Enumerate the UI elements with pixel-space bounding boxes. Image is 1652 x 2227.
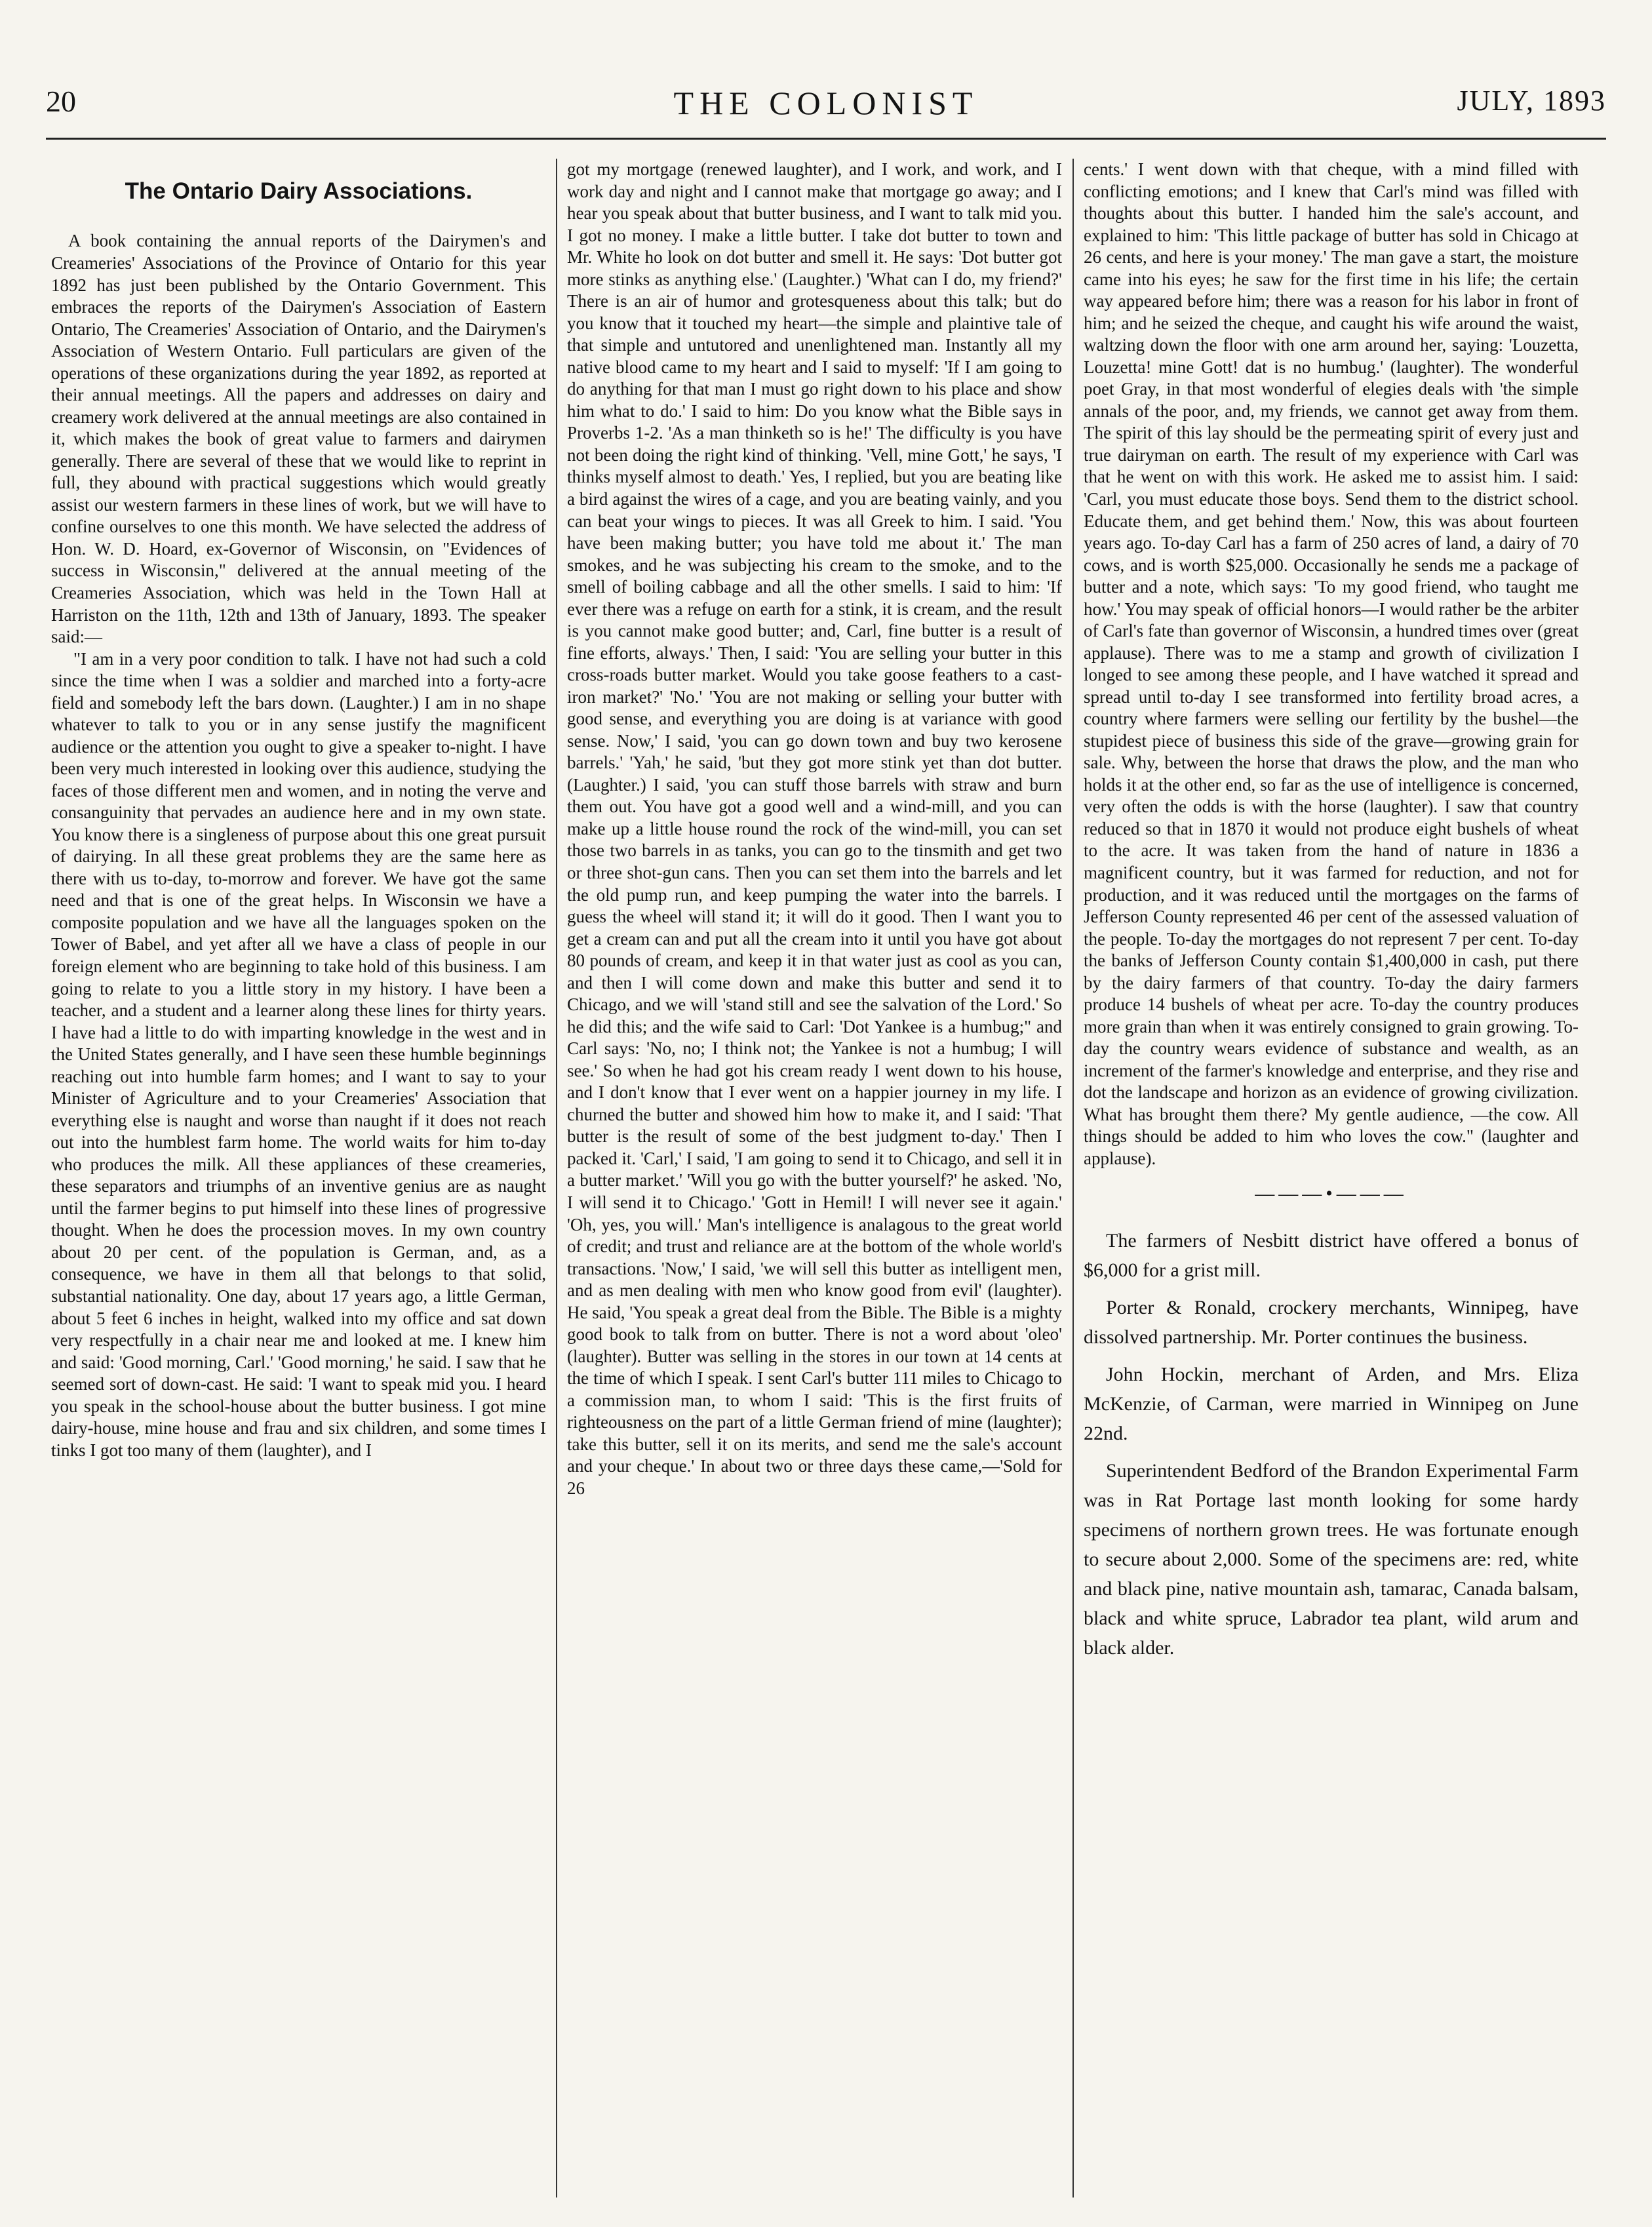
article-title: The Ontario Dairy Associations. (125, 178, 473, 204)
section-ornament: ———•——— (1255, 1183, 1407, 1205)
column-3 (1084, 159, 1579, 2197)
article-intro: A book containing the annual reports of the Dairymen's and Creameries' Associations of the Province of Ontario for this year 1892 has just been published by the Ontario Government. This embraces the reports of the Dairymen's Association of Eastern Ontario, The Creameries' Association of Ontario, and the Dairymen's Association of Western Ontario. Full particulars are given of the operations of these organizations during the year 1892, as reported at their annual meetings. All the papers and addresses on dairy and creamery work delivered at the annual meetings are also contained in it, which makes the book of great value to farmers and dairymen generally. There are several of these that we would like to reprint in full, they abound with practical suggestions which would greatly assist our western farmers in these lines of work, but we will have to confine ourselves to one this month. We have selected the address of Hon. W. D. Hoard, ex-Governor of Wisconsin, on "Evidences of success in Wisconsin," delivered at the annual meeting of the Creameries Association, which was held in the Town Hall at Harriston on the 11th, 12th and 13th of January, 1893. The speaker said:— (51, 231, 546, 647)
column-2 (567, 159, 1062, 2197)
news-brief-hockin-wedding: John Hockin, merchant of Arden, and Mrs. Eliza McKenzie, of Carman, were married in Winnipeg on June 22nd. (1084, 1363, 1579, 1444)
page-number: 20 (46, 85, 76, 118)
news-brief-porter-ronald: Porter & Ronald, crockery merchants, Winnipeg, have dissolved partnership. Mr. Porter continues the business. (1084, 1296, 1579, 1348)
header-rule (46, 138, 1606, 140)
column-divider-2 (1072, 159, 1074, 2197)
speech-part-1: "I am in a very poor condition to talk. I have not had such a cold since the time when I was a soldier and marched into a forty-acre field and somebody left the bars down. (Laughter.) I am in no shape whatever to talk to you or in any sense justify the magnificent audience or the attention you ought to give a speaker to-night. I have been very much interested in looking over this audience, studying the faces of those different men and women, and in noting the verve and consanguinity that pervades an audience here and in my own state. You know there is a singleness of purpose about this one great pursuit of dairying. In all these great problems they are the same here as there with us to-day, to-morrow and forever. We have got the same need and that is one of the great helps. In Wisconsin we have a composite population and we have all the languages spoken on the Tower of Babel, and yet after all we have a class of people in our foreign element who are beginning to take hold of this business. I am going to relate to you a little story in my history. I have been a teacher, and a student and a learner along these lines for thirty years. I have had a little to do with imparting knowledge in the west and in the United States generally, and I have seen these humble beginnings reaching out into humble farm homes; and I want to say to your Minister of Agriculture and to your Creameries' Association that everything else is naught and worse than naught if it does not reach out into the humblest farm home. The world waits for him to-day who produces the milk. All these appliances of these creameries, these separators and triumphs of an inventive genius are as naught until the farmer begins to put himself into these lines of progressive thought. When he does the procession moves. In my own country about 20 per cent. of the population is German, and, as a consequence, we have in them all that belongs to that solid, substantial nationality. One day, about 17 years ago, a little German, about 5 feet 6 inches in height, walked into my office and sat down very respectfully in a chair near me and looked at me. I knew him and said: 'Good morning, Carl.' 'Good morning,' he said. I saw that he seemed sort of down-cast. He said: 'I want to speak mid you. I heard you speak in the school-house about the butter business. I got mine dairy-house, mine house and frau and six children, and some times I tinks I got too many of them (laughter), and I (51, 648, 546, 1460)
column-divider-1 (556, 159, 557, 2197)
column-1 (51, 159, 546, 2197)
news-brief-nesbitt: The farmers of Nesbitt district have offered a bonus of $6,000 for a grist mill. (1084, 1229, 1579, 1281)
speech-part-3: cents.' I went down with that cheque, with a mind filled with conflicting emotions; and I knew that Carl's mind was filled with thoughts about this butter. I handed him the sale's account, and explained to him: 'This little package of butter has sold in Chicago at 26 cents, and here is your money.' The man gave a start, the moisture came into his eyes; he saw for the first time in his life; the certain way appeared before him; there was a reason for his labor in front of him; and he seized the cheque, and caught his wife around the waist, waltzing down the floor with one arm around her, saying: 'Louzetta, Louzetta! mine Gott! dat is no humbug.' (laughter). The wonderful poet Gray, in that most wonderful of elegies deals with 'the simple annals of the poor, and, my friends, we cannot get away from them. The spirit of this lay should be the permeating spirit of every just and true dairyman on earth. The result of my experience with Carl was that he went on with this work. He asked me to assist him. I said: 'Carl, you must educate those boys. Send them to the district school. Educate them, and get behind them.' Now, this was about fourteen years ago. To-day Carl has a farm of 250 acres of land, a dairy of 70 cows, and is worth $25,000. Occasionally he sends me a package of butter and a note, which says: 'To my good friend, who taught me how.' You may speak of official honors—I would rather be the arbiter of Carl's fate than governor of Wisconsin, a hundred times over (great applause). There was to me a stamp and growth of civilization I longed to see among these people, and I have watched it spread and spread until to-day I see transformed into fertility broad acres, a country where farmers were selling our fertility by the bushel—the stupidest piece of business this side of the grave—growing grain for sale. Why, between the horse that draws the plow, and the man who holds it at the other end, so far as the use of intelligence is concerned, very often the odds is with the horse (laughter). I saw that country reduced so that in 1870 it would not produce eight bushels of wheat to the acre. It was taken from the hand of nature in 1836 a magnificent country, but it was farmed for reduction, and not for production, and it was reduced until the mortgages on the farms of Jefferson County represented 46 per cent of the assessed valuation of the people. To-day the mortgages do not represent 7 per cent. To-day the banks of Jefferson County contain $1,400,000 in cash, put there by the dairy farmers of that country. To-day the dairy farmers produce 14 bushels of wheat per acre. To-day the country produces more grain than when it was entirely consigned to grain growing. To-day the country wears evidence of substance and wealth, as an increment of the farmer's knowledge and enterprise, and they rise and dot the landscape and horizon as an evidence of growing civilization. What has brought them there? My gentle audience, —the cow. All things should be added to him who loves the cow." (laughter and applause). (1084, 159, 1579, 1168)
news-brief-bedford-trees: Superintendent Bedford of the Brandon Experimental Farm was in Rat Portage last month looking for some hardy specimens of northern grown trees. He was fortunate enough to secure about 2,000. Some of the specimens are: red, white and black pine, native mountain ash, tamarac, Canada balsam, black and white spruce, Labrador tea plant, wild arum and black alder. (1084, 1459, 1579, 1659)
page-header (46, 84, 1606, 130)
masthead: THE COLONIST (673, 85, 979, 121)
issue-date: JULY, 1893 (1457, 85, 1606, 117)
speech-part-2: got my mortgage (renewed laughter), and I work, and work, and I work day and night and I cannot make that mortgage go away; and I hear you speak about that butter business, and I want to talk mid you. I got no money. I make a little butter. I take dot butter to town and Mr. White ho look on dot butter and smell it. He says: 'Dot butter got more stinks as anything else.' (Laughter.) 'What can I do, my friend?' There is an air of humor and grotesqueness about this talk; but do you know that it touched my heart—the simple and plaintive tale of that simple and untutored and unenlightened man. Instantly all my native blood came to my heart and I said to myself: 'If I am going to do anything for that man I must go right down to his place and show him what to do.' I said to him: Do you know what the Bible says in Proverbs 1-2. 'As a man thinketh so is he!' The difficulty is you have not been doing the right kind of thinking. 'Vell, mine Gott,' he says, 'I thinks myself almost to death.' Yes, I replied, but you are beating like a bird against the wires of a cage, and you are beating vainly, and you can beat your wings to pieces. It was all Greek to him. I said. 'You have been making butter; you have told me about it.' The man smokes, and he was subjecting his cream to the smoke, and to the smell of boiling cabbage and all the other smells. I said to him: 'If ever there was a refuge on earth for a stink, it is cream, and the result is you cannot make good butter; and, Carl, fine butter is a result of fine efforts, always.' Then, I said: 'You are selling your butter in this cross-roads butter market. Would you take goose feathers to a cast-iron market?' 'No.' 'You are not making or selling your butter with good sense, and everything you are doing is at variance with good sense. Now,' I said, 'you can go down town and buy two kerosene barrels.' 'Yah,' he said, 'but they got more stink yet than dot butter. (Laughter.) I said, 'you can stuff those barrels with straw and burn them out. You have got a good well and a wind-mill, and you can make up a little house round the rock of the wind-mill, you can set those two barrels in as tanks, you can go to the tinsmith and get two or three shot-gun cans. Then you can set them into the barrels and let the old pump run, and keep pumping the water into the barrels. I guess the wheel will stand it; it will do it good. Then I want you to get a cream can and put all the cream into it until you have got about 80 pounds of cream, and keep it in that water just as cool as you can, and then I will come down and make this butter and send it to Chicago, and we will 'stand still and see the salvation of the Lord.' So he did this; and the wife said to Carl: 'Dot Yankee is a humbug;" and Carl says: 'No, no; I think not; the Yankee is not a humbug; I will see.' So when he had got his cream ready I went down to his house, and I don't know that I ever went on a happier journey in my life. I churned the butter and showed him how to make it, and I said: 'That butter is the result of some of the best judgment to-day.' Then I packed it. 'Carl,' I said, 'I am going to send it to Chicago, and sell it in a butter market.' 'Will you go with the butter yourself?' he asked. 'No, I will send it to Chicago.' 'Gott in Hemil! I will never see it again.' 'Oh, yes, you will.' Man's intelligence is analagous to the great world of credit; and trust and reliance are at the bottom of the whole world's transactions. 'Now,' I said, 'we will sell this butter as intelligent men, and as men dealing with men who know good from evil' (laughter). He said, 'You speak a great deal from the Bible. The Bible is a mighty good book to talk from on butter. There is not a word about 'oleo' (laughter). Butter was selling in the stores in our town at 14 cents at the time of which I speak. I sent Carl's butter 111 miles to Chicago to a commission man, to whom I said: 'This is the first fruits of righteousness on the part of a little German friend of mine (laughter); take this butter, sell it on its merits, and send me the sale's account and your cheque.' In about two or three days these came,—'Sold for 26 (567, 159, 1062, 1498)
